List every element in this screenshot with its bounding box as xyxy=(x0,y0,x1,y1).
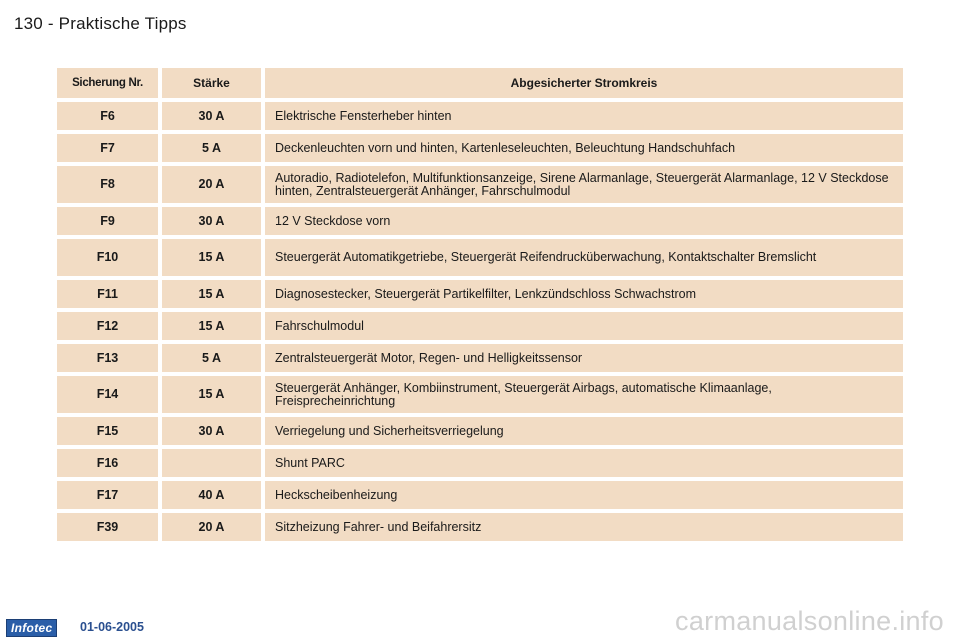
fuse-circuit: Elektrische Fensterheber hinten xyxy=(265,102,903,130)
fuse-circuit: Sitzheizung Fahrer- und Beifahrersitz xyxy=(265,513,903,541)
table-row xyxy=(57,166,903,203)
fuse-number: F17 xyxy=(57,481,158,509)
fuse-number: F7 xyxy=(57,134,158,162)
fuse-number: F15 xyxy=(57,417,158,445)
fuse-number: F9 xyxy=(57,207,158,235)
fuse-number: F39 xyxy=(57,513,158,541)
table-row xyxy=(57,481,903,509)
table-row xyxy=(57,344,903,372)
table-row xyxy=(57,449,903,477)
fuse-circuit: Steuergerät Anhänger, Kombiinstrument, Steuergerät Airbags, automatische Klimaanlage, Freisprecheinrichtung xyxy=(265,376,903,413)
fuse-circuit: Shunt PARC xyxy=(265,449,903,477)
fuse-circuit: Steuergerät Automatikgetriebe, Steuergerät Reifendrucküberwachung, Kontaktschalter Bremslicht xyxy=(265,239,903,276)
fuse-strength: 15 A xyxy=(162,280,261,308)
fuse-circuit: Diagnosestecker, Steuergerät Partikelfilter, Lenkzündschloss Schwachstrom xyxy=(265,280,903,308)
fuse-circuit: Fahrschulmodul xyxy=(265,312,903,340)
table-header-row xyxy=(57,68,903,98)
fuse-number: F8 xyxy=(57,166,158,203)
table-row xyxy=(57,376,903,413)
fuse-circuit: Zentralsteuergerät Motor, Regen- und Helligkeitssensor xyxy=(265,344,903,372)
fuse-strength: 15 A xyxy=(162,312,261,340)
table-row xyxy=(57,134,903,162)
fuse-number: F14 xyxy=(57,376,158,413)
fuse-circuit: 12 V Steckdose vorn xyxy=(265,207,903,235)
fuse-table xyxy=(57,68,903,545)
fuse-number: F13 xyxy=(57,344,158,372)
table-row xyxy=(57,280,903,308)
table-row xyxy=(57,312,903,340)
fuse-number: F6 xyxy=(57,102,158,130)
fuse-number: F10 xyxy=(57,239,158,276)
fuse-strength: 20 A xyxy=(162,513,261,541)
table-row xyxy=(57,207,903,235)
header-strength: Stärke xyxy=(162,68,261,98)
fuse-strength: 15 A xyxy=(162,239,261,276)
fuse-number: F12 xyxy=(57,312,158,340)
fuse-strength: 5 A xyxy=(162,134,261,162)
fuse-strength: 30 A xyxy=(162,102,261,130)
table-row xyxy=(57,417,903,445)
fuse-strength xyxy=(162,449,261,477)
fuse-number: F11 xyxy=(57,280,158,308)
fuse-circuit: Deckenleuchten vorn und hinten, Kartenleseleuchten, Beleuchtung Handschuhfach xyxy=(265,134,903,162)
fuse-circuit: Heckscheibenheizung xyxy=(265,481,903,509)
header-circuit: Abgesicherter Stromkreis xyxy=(265,68,903,98)
fuse-strength: 30 A xyxy=(162,417,261,445)
infotec-logo: Infotec xyxy=(6,619,57,637)
table-row xyxy=(57,513,903,541)
fuse-strength: 5 A xyxy=(162,344,261,372)
watermark-text: carmanualsonline.info xyxy=(675,606,944,636)
page-title: 130 - Praktische Tipps xyxy=(14,14,187,33)
fuse-strength: 20 A xyxy=(162,166,261,203)
fuse-strength: 30 A xyxy=(162,207,261,235)
table-row xyxy=(57,102,903,130)
footer-date: 01-06-2005 xyxy=(80,620,144,634)
fuse-strength: 15 A xyxy=(162,376,261,413)
header-fuse-number: Sicherung Nr. xyxy=(57,68,158,98)
table-row xyxy=(57,239,903,276)
fuse-circuit: Autoradio, Radiotelefon, Multifunktionsanzeige, Sirene Alarmanlage, Steuergerät Alarmanlage, 12 V Steckdose hinten, Zentralsteuergerät Anhänger, Fahrschulmodul xyxy=(265,166,903,203)
fuse-number: F16 xyxy=(57,449,158,477)
fuse-strength: 40 A xyxy=(162,481,261,509)
fuse-circuit: Verriegelung und Sicherheitsverriegelung xyxy=(265,417,903,445)
